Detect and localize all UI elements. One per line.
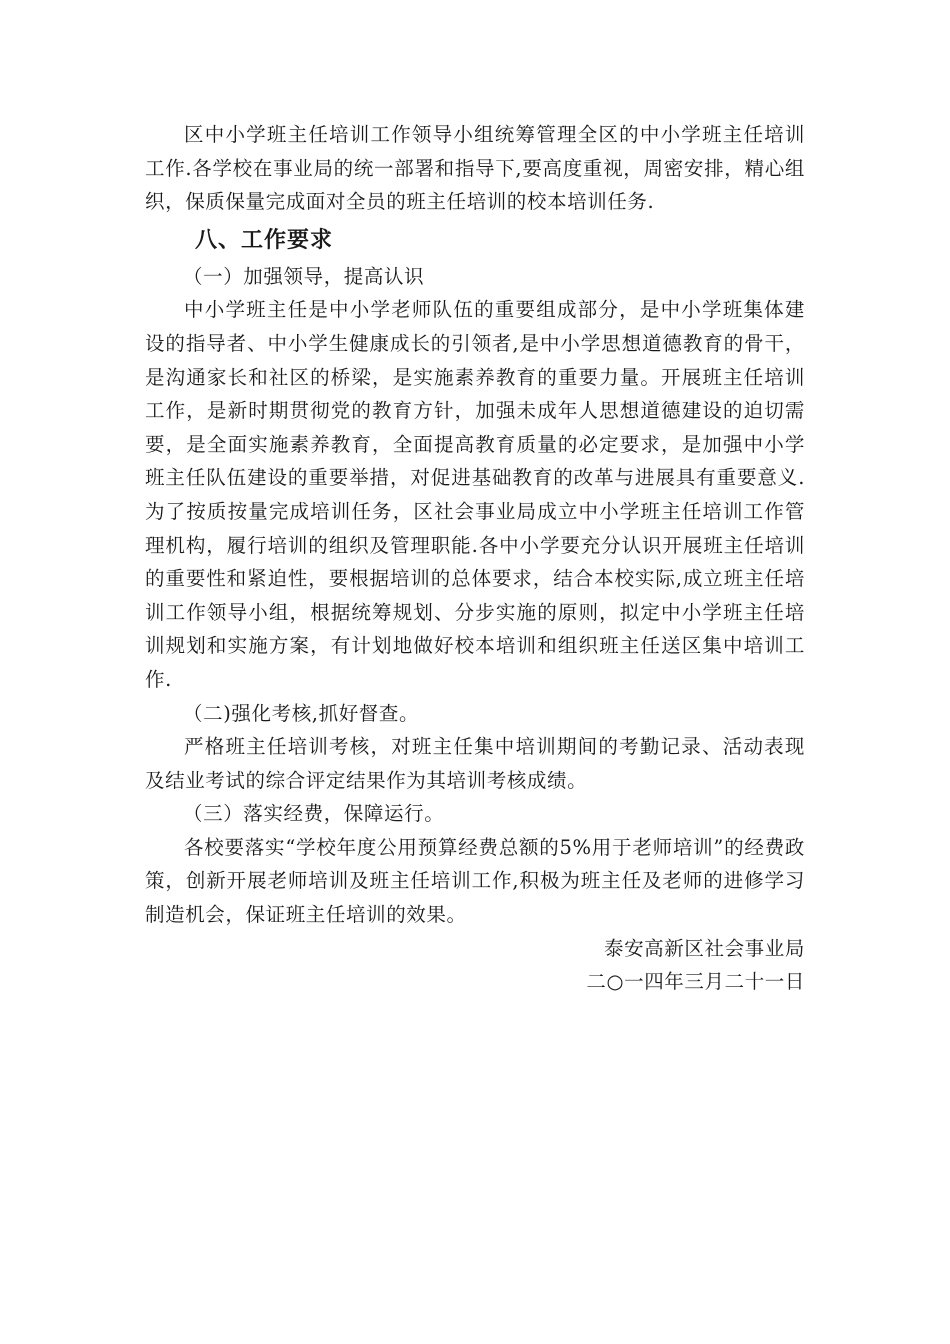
subsection-heading-2: （二)强化考核,抓好督查。 xyxy=(183,701,420,725)
subsection-heading-3: （三）落实经费，保障运行。 xyxy=(183,802,445,826)
section-title: 八、工作要求 xyxy=(195,227,334,253)
subsection-heading-1: （一）加强领导，提高认识 xyxy=(183,264,425,288)
signature-date: 二○一四年三月二十一日 xyxy=(586,970,805,994)
subsection-body-1: 中小学班主任是中小学老师队伍的重要组成部分，是中小学班集体建设的指导者、中小学生健康成长的引领者,是中小学思想道德教育的骨干，是沟通家长和社区的桥梁，是实施素养教育的重要力量。开展班主任培训工作，是新时期贯彻党的教育方针，加强未成年人思想道德建设的迫切需要，是全面实施素养教育，全面提高教育质量的必定要求，是加强中小学班主任队伍建设的重要举措，对促进基础教育的改革与进展具有重要意义.为了按质按量完成培训任务，区社会事业局成立中小学班主任培训工作管理机构，履行培训的组织及管理职能.各中小学要充分认识开展班主任培训的重要性和紧迫性，要根据培训的总体要求，结合本校实际,成立班主任培训工作领导小组，根据统筹规划、分步实施的原则，拟定中小学班主任培训规划和实施方案，有计划地做好校本培训和组织班主任送区集中培训工作. xyxy=(145,298,805,691)
document-page xyxy=(145,118,805,999)
intro-paragraph: 区中小学班主任培训工作领导小组统筹管理全区的中小学班主任培训工作.各学校在事业局的统一部署和指导下,要高度重视，周密安排，精心组织，保质保量完成面对全员的班主任培训的校本培训任务. xyxy=(145,123,805,214)
subsection-body-3: 各校要落实“学校年度公用预算经费总额的5%用于老师培训”的经费政策，创新开展老师培训及班主任培训工作,积极为班主任及老师的进修学习制造机会，保证班主任培训的效果。 xyxy=(145,835,805,927)
subsection-body-2: 严格班主任培训考核，对班主任集中培训期间的考勤记录、活动表现及结业考试的综合评定结果作为其培训考核成绩。 xyxy=(145,735,805,792)
signature-organization: 泰安高新区社会事业局 xyxy=(603,936,805,960)
